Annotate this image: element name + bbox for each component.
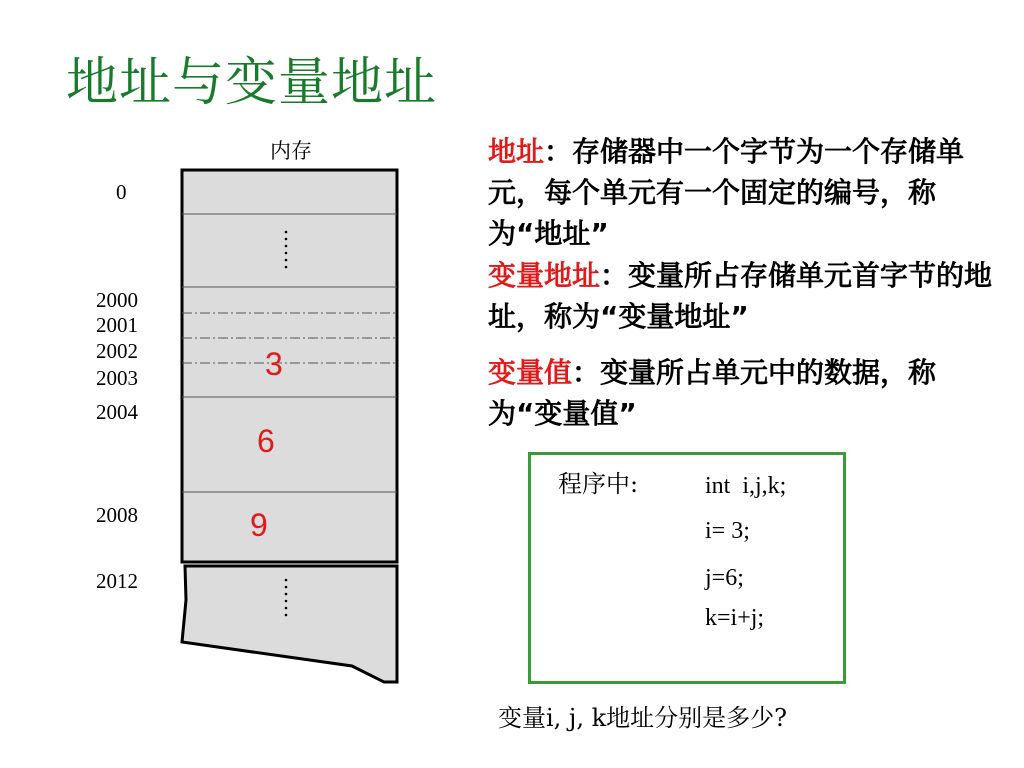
value-j: 6	[257, 423, 275, 459]
memory-continuation	[182, 566, 397, 682]
address-label: 2003	[96, 366, 138, 390]
ellipsis-dot	[285, 266, 288, 269]
code-line: j=6;	[705, 565, 744, 591]
code-line: i= 3;	[705, 518, 750, 544]
term-variable-address: 变量地址	[488, 259, 601, 292]
ellipsis-dot	[285, 593, 288, 596]
definition-text: 变量所占存储单元首字节的地址，称为“变量地址”	[488, 259, 993, 333]
term-address: 地址	[488, 135, 545, 168]
ellipsis-dot	[285, 579, 288, 582]
ellipsis-dot	[285, 586, 288, 589]
address-label: 2004	[96, 400, 138, 424]
term-colon: ：	[544, 135, 573, 168]
question-text: 变量i, j, k地址分别是多少?	[498, 704, 788, 732]
definition-address	[488, 131, 1008, 254]
address-label: 0	[116, 180, 127, 204]
ellipsis-dot	[285, 231, 288, 234]
term-colon: ：	[572, 356, 601, 389]
address-label: 2001	[96, 313, 138, 337]
term-colon: ：	[600, 259, 629, 292]
ellipsis-dot	[285, 238, 288, 241]
ellipsis-dot	[285, 259, 288, 262]
definition-variable-address	[488, 255, 1008, 337]
ellipsis-dot	[285, 252, 288, 255]
definition-variable-value	[488, 352, 1008, 434]
ellipsis-dot	[285, 600, 288, 603]
definition-text: 存储器中一个字节为一个存储单元，每个单元有一个固定的编号，称为“地址”	[488, 135, 965, 250]
code-prefix: 程序中:	[558, 470, 639, 498]
address-label: 2008	[96, 503, 138, 527]
value-i: 3	[265, 346, 283, 382]
value-k: 9	[250, 507, 268, 543]
slide-title: 地址与变量地址	[66, 53, 438, 113]
memory-block	[182, 170, 397, 562]
address-label: 2012	[96, 569, 138, 593]
term-variable-value: 变量值	[488, 356, 573, 389]
ellipsis-dot	[285, 245, 288, 248]
address-label: 2000	[96, 288, 138, 312]
code-line: k=i+j;	[705, 605, 765, 631]
definition-text: 变量所占单元中的数据，称为“变量值”	[488, 356, 937, 430]
ellipsis-dot	[285, 614, 288, 617]
ellipsis-dot	[285, 607, 288, 610]
memory-label: 内存	[270, 139, 312, 163]
code-line: int i,j,k;	[705, 473, 787, 499]
address-label: 2002	[96, 339, 138, 363]
